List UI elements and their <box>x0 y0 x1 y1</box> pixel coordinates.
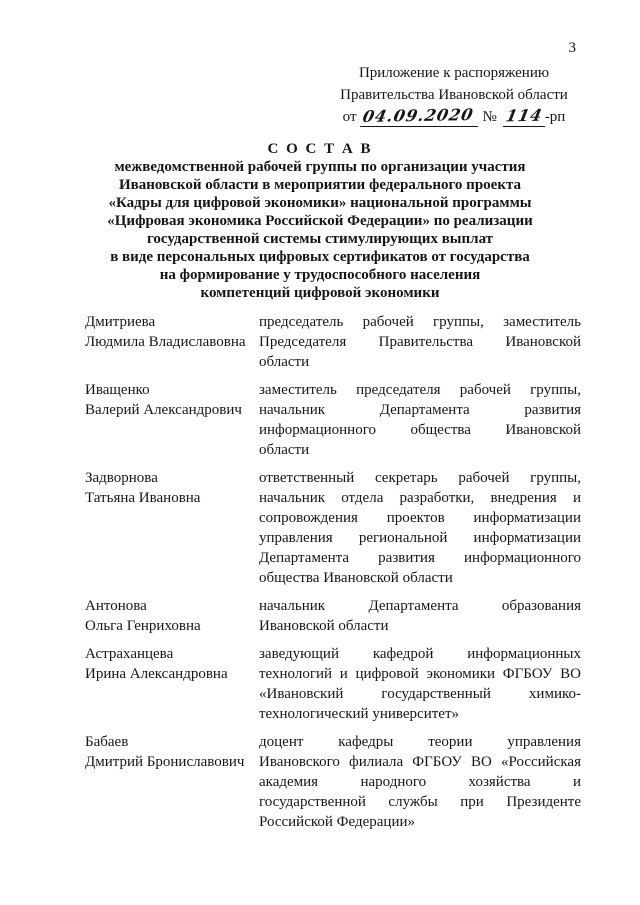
member-role-line: информационного общества Ивановской <box>259 422 581 438</box>
member-role-line: ответственный секретарь рабочей группы, <box>259 470 581 486</box>
member-surname-line: Бабаев <box>85 734 129 750</box>
member-role-line: общества Ивановской области <box>259 570 453 586</box>
member-given-names-line: Ольга Генриховна <box>85 618 201 634</box>
page-number: 3 <box>568 40 576 56</box>
member-name <box>85 468 259 588</box>
date-underline <box>360 107 478 127</box>
member-role-line: начальник Департамента образования <box>259 598 581 614</box>
handwritten-number: 114 <box>503 105 545 126</box>
member-role-line: технологический университет» <box>259 706 459 722</box>
title-line: «Цифровая экономика Российской Федерации» по реализации <box>107 213 533 229</box>
member-role-line: заведующий кафедрой информационных <box>259 646 581 662</box>
members-list <box>85 312 583 840</box>
title-line: «Кадры для цифровой экономики» национальной программы <box>108 195 532 211</box>
member-role-line: управления региональной информатизации <box>259 530 581 546</box>
member-row <box>85 312 583 372</box>
member-role <box>259 732 581 832</box>
title-line: государственной системы стимулирующих выплат <box>146 231 494 247</box>
member-name <box>85 732 259 832</box>
member-row <box>85 644 583 724</box>
title-line: межведомственной рабочей группы по организации участия <box>114 159 526 175</box>
member-name <box>85 380 259 460</box>
member-role-line: области <box>259 442 310 458</box>
member-name <box>85 644 259 724</box>
appendix-line-1: Приложение к распоряжению <box>358 65 550 81</box>
member-role <box>259 468 581 588</box>
member-given-names-line: Людмила Владиславовна <box>85 334 246 350</box>
member-name <box>85 312 259 372</box>
member-role-line: председатель рабочей группы, заместитель <box>259 314 581 330</box>
member-row <box>85 596 583 636</box>
member-role <box>259 596 581 636</box>
member-role-line: начальник отдела разработки, внедрения и <box>259 490 581 506</box>
member-role-line: «Ивановский государственный химико- <box>259 686 581 702</box>
member-role <box>259 312 581 372</box>
member-role-line: области <box>259 354 310 370</box>
title-line: на формирование у трудоспособного населения <box>159 267 481 283</box>
appendix-block <box>332 62 576 128</box>
member-role-line: сопровождения проектов информатизации <box>259 510 581 526</box>
member-surname-line: Задворнова <box>85 470 158 486</box>
document-title <box>0 140 640 302</box>
member-surname-line: Антонова <box>85 598 147 614</box>
appendix-line-2: Правительства Ивановской области <box>340 87 568 103</box>
member-role <box>259 380 581 460</box>
member-name <box>85 596 259 636</box>
member-surname-line: Астраханцева <box>85 646 174 662</box>
member-role-line: государственной службы при Президенте <box>259 794 581 810</box>
member-row <box>85 380 583 460</box>
member-role-line: Российской Федерации» <box>259 814 416 830</box>
member-row <box>85 732 583 832</box>
member-given-names-line: Татьяна Ивановна <box>85 490 201 506</box>
appendix-number-sign: № <box>482 109 497 125</box>
member-role-line: академия народного хозяйства и <box>259 774 581 790</box>
handwritten-date: 04.09.2020 <box>361 105 476 126</box>
member-role-line: Председателя Правительства Ивановской <box>259 334 581 350</box>
appendix-suffix: -рп <box>544 109 566 125</box>
member-given-names-line: Ирина Александровна <box>85 666 228 682</box>
member-given-names-line: Валерий Александрович <box>85 402 242 418</box>
member-role-line: Департамента развития информационного <box>259 550 581 566</box>
member-role <box>259 644 581 724</box>
number-underline <box>503 107 545 127</box>
title-line: С О С Т А В <box>267 141 373 157</box>
member-role-line: начальник Департамента развития <box>259 402 581 418</box>
member-given-names-line: Дмитрий Брониславович <box>85 754 245 770</box>
member-role-line: доцент кафедры теории управления <box>259 734 581 750</box>
member-role-line: Ивановской области <box>259 618 389 634</box>
title-line: Ивановской области в мероприятии федерального проекта <box>118 177 522 193</box>
member-surname-line: Дмитриева <box>85 314 156 330</box>
appendix-date-line <box>332 106 576 128</box>
member-row <box>85 468 583 588</box>
member-role-line: заместитель председателя рабочей группы, <box>259 382 581 398</box>
member-role-line: технологий и цифровой экономики ФГБОУ ВО <box>259 666 581 682</box>
title-line: компетенций цифровой экономики <box>200 285 440 301</box>
member-surname-line: Иващенко <box>85 382 150 398</box>
title-line: в виде персональных цифровых сертификатов от государства <box>110 249 530 265</box>
member-role-line: Ивановского филиала ФГБОУ ВО «Российская <box>259 754 581 770</box>
appendix-ot-label: от <box>342 109 357 125</box>
